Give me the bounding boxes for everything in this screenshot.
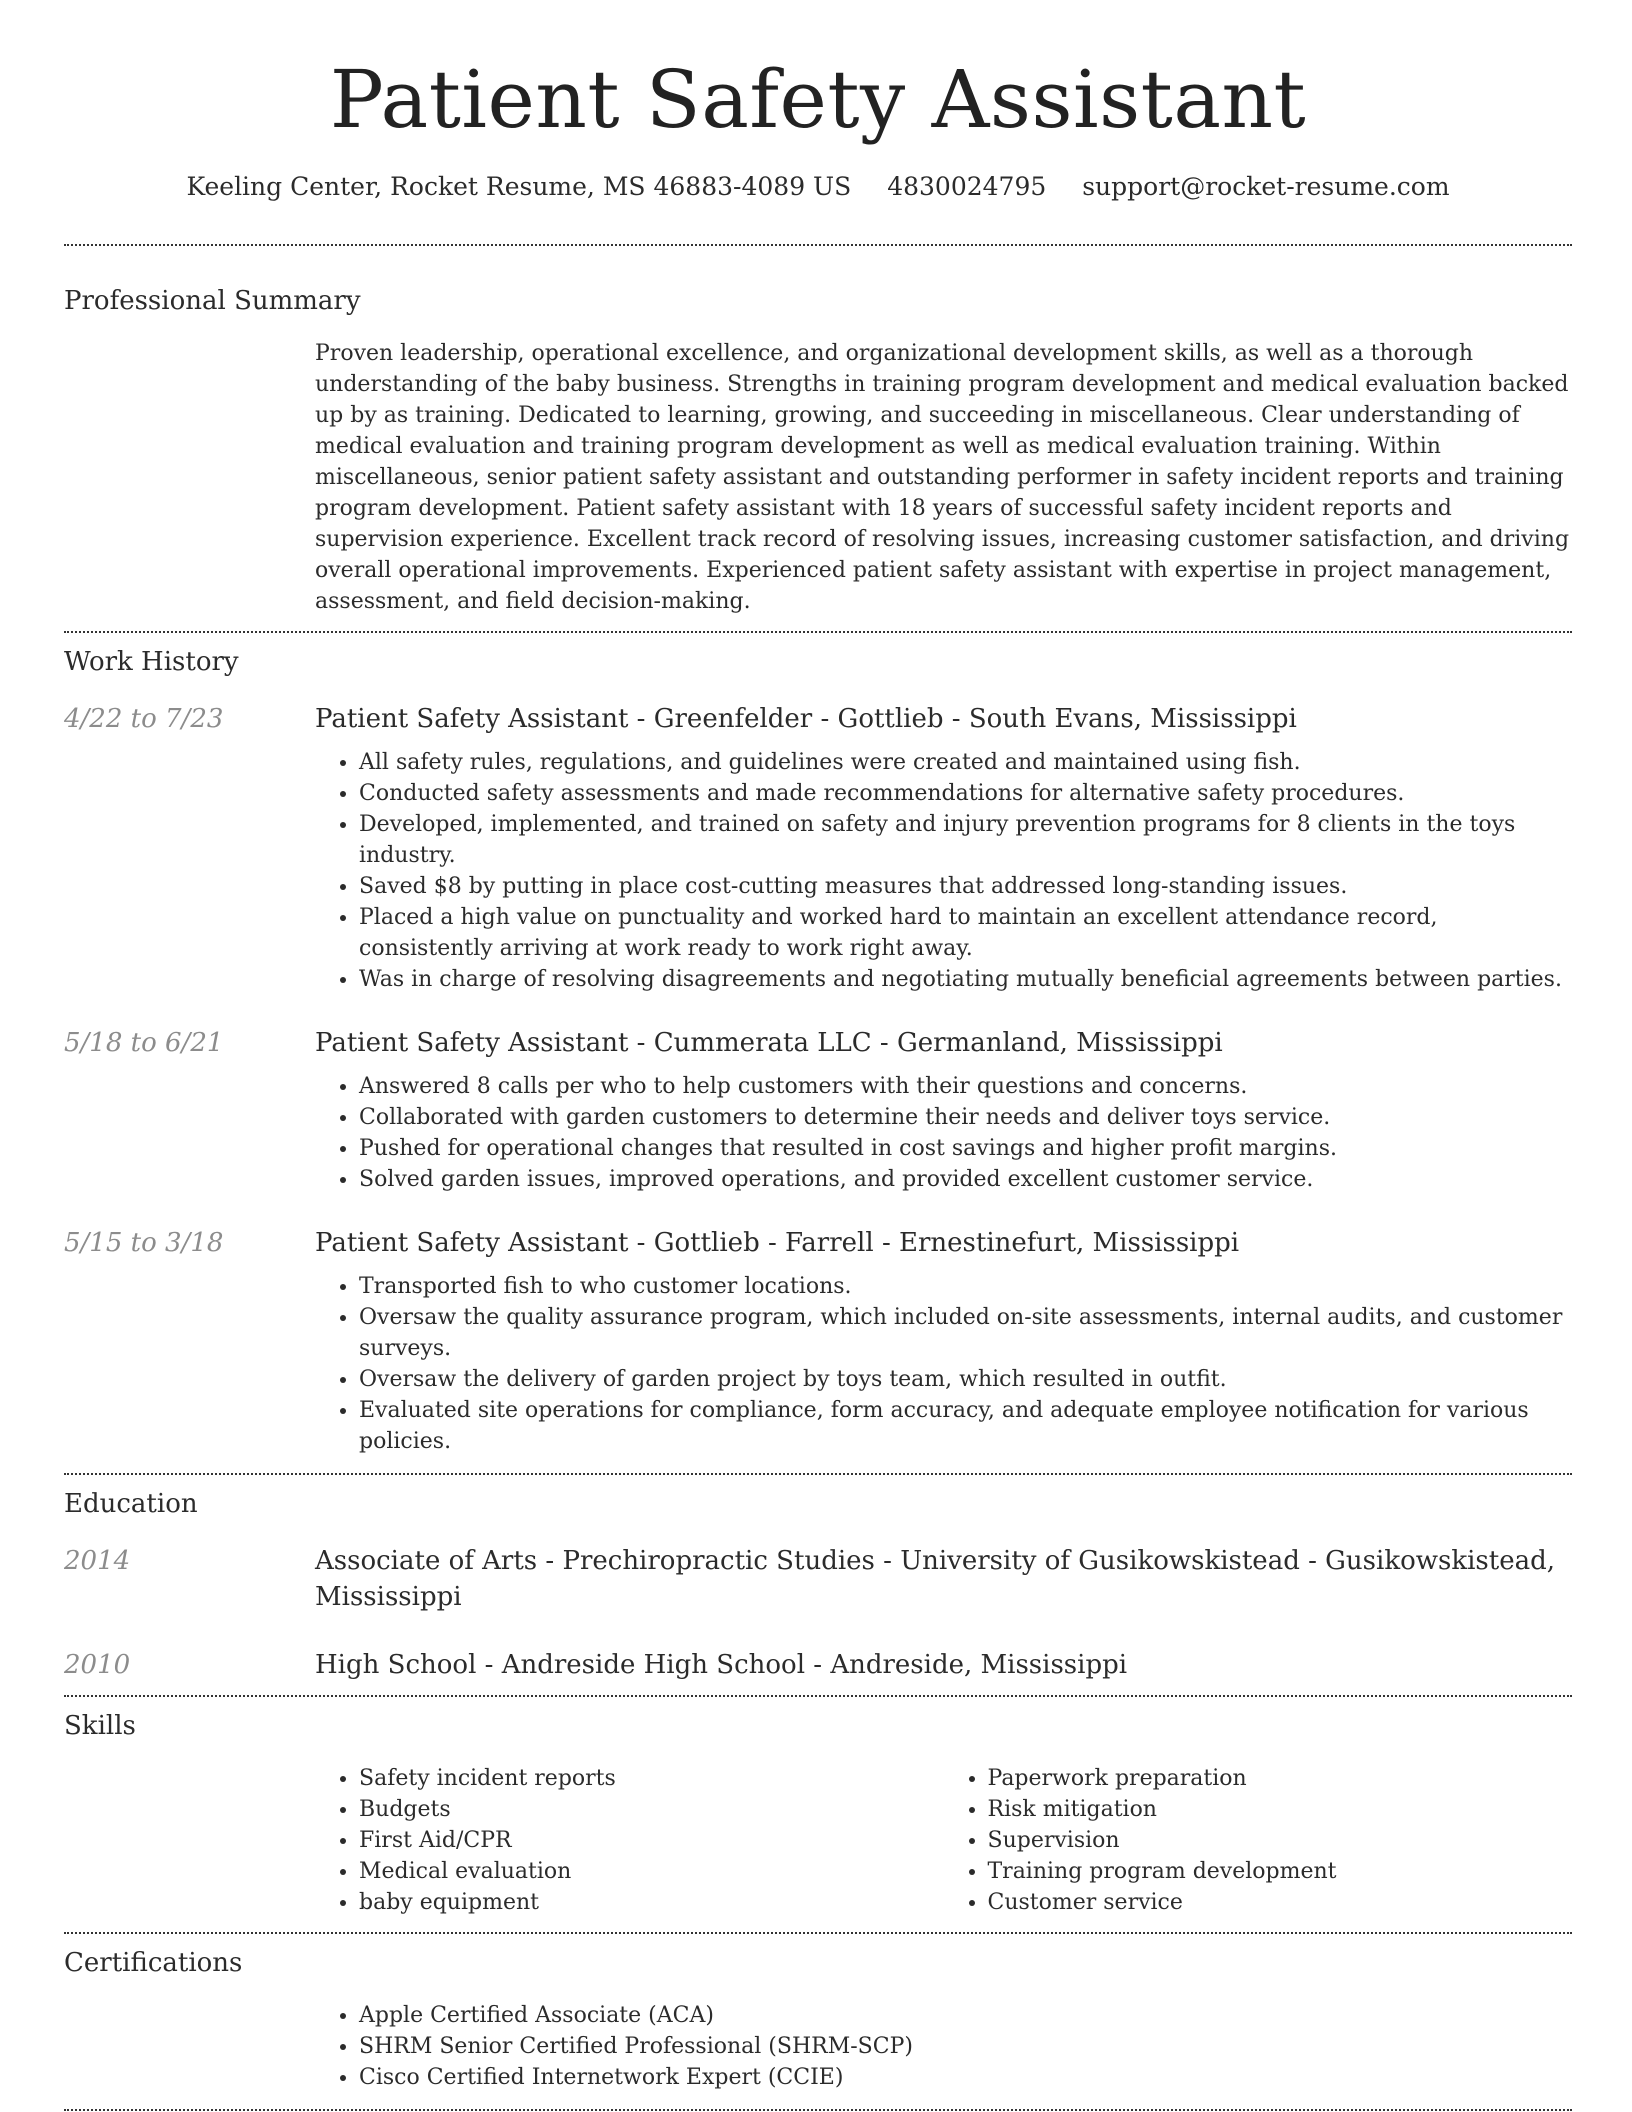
- job-bullets: [315, 1071, 1572, 1195]
- certification-item: • Apple Certified Associate (ACA): [359, 2000, 1572, 2031]
- job-bullets: [315, 1271, 1572, 1457]
- education-text: Associate of Arts - Prechiropractic Studies - University of Gusikowskistead - Gusikowskistead, Mississippi: [315, 1546, 1555, 1612]
- divider: [64, 244, 1572, 246]
- certification-item: • Cisco Certified Internetwork Expert (CCIE): [359, 2062, 1572, 2093]
- candidate-name: Patient Safety Assistant: [329, 53, 1307, 146]
- job-bullet: • Answered 8 calls per who to help customers with their questions and concerns.: [359, 1071, 1572, 1102]
- job-bullet: • All safety rules, regulations, and guidelines were created and maintained using fish.: [359, 747, 1572, 778]
- job-dates: 5/18 to 6/21: [64, 1028, 224, 1058]
- skill-item: • Customer service: [988, 1887, 1573, 1918]
- contact-address: Keeling Center, Rocket Resume, MS 46883-4089 US: [186, 172, 852, 201]
- job-dates: 5/15 to 3/18: [64, 1228, 224, 1258]
- divider: [64, 631, 1572, 633]
- divider: [64, 1932, 1572, 1934]
- job-bullet: • Conducted safety assessments and made recommendations for alternative safety procedures.: [359, 778, 1572, 809]
- divider: [64, 1695, 1572, 1697]
- job-dates: 4/22 to 7/23: [64, 704, 224, 734]
- skills-list-right: [944, 1763, 1573, 1918]
- summary-text: Proven leadership, operational excellence, and organizational development skills, as well as a thorough understanding of the baby business. Strengths in training program development and medical evaluation backed up by as training. Dedicated to learning, growing, and succeeding in miscellaneous. Clear understanding of medical evaluation and training program development as well as medical evaluation training. Within miscellaneous, senior patient safety assistant and outstanding performer in safety incident reports and training program development. Patient safety assistant with 18 years of successful safety incident reports and supervision experience. Excellent track record of resolving issues, increasing customer satisfaction, and driving overall operational improvements. Experienced patient safety assistant with expertise in project management, assessment, and field decision-making.: [315, 341, 1570, 614]
- resume-page: [64, 0, 1572, 2111]
- job-bullet: • Oversaw the quality assurance program, which included on-site assessments, internal audits, and customer surveys.: [359, 1302, 1572, 1364]
- job-title: Patient Safety Assistant - Greenfelder - Gottlieb - South Evans, Mississippi: [315, 704, 1297, 734]
- job-bullet: • Was in charge of resolving disagreements and negotiating mutually beneficial agreements between parties.: [359, 964, 1572, 995]
- job-bullet: • Saved $8 by putting in place cost-cutting measures that addressed long-standing issues.: [359, 871, 1572, 902]
- education-section: [64, 1487, 1572, 1683]
- certifications-section: [64, 1946, 1572, 2093]
- section-title-summary: Professional Summary: [64, 286, 361, 316]
- education-entry: [64, 1543, 1572, 1615]
- skill-item: • Paperwork preparation: [988, 1763, 1573, 1794]
- skill-item: • Medical evaluation: [359, 1856, 944, 1887]
- skill-item: • Training program development: [988, 1856, 1573, 1887]
- skill-item: • Safety incident reports: [359, 1763, 944, 1794]
- job-bullet: • Evaluated site operations for compliance, form accuracy, and adequate employee notification for various policies.: [359, 1395, 1572, 1457]
- certifications-list: [315, 2000, 1572, 2093]
- job-bullet: • Solved garden issues, improved operations, and provided excellent customer service.: [359, 1164, 1572, 1195]
- skill-item: • First Aid/CPR: [359, 1825, 944, 1856]
- section-title-education: Education: [64, 1489, 198, 1519]
- education-year: 2014: [64, 1546, 131, 1576]
- skill-item: • Supervision: [988, 1825, 1573, 1856]
- skills-section: [64, 1709, 1572, 1918]
- job-bullet: • Collaborated with garden customers to determine their needs and deliver toys service.: [359, 1102, 1572, 1133]
- job-bullet: • Transported fish to who customer locations.: [359, 1271, 1572, 1302]
- skill-item: • Budgets: [359, 1794, 944, 1825]
- education-entry: [64, 1647, 1572, 1683]
- skills-grid: [315, 1763, 1572, 1918]
- certification-item: • SHRM Senior Certified Professional (SHRM-SCP): [359, 2031, 1572, 2062]
- work-history-section: [64, 645, 1572, 1457]
- job-bullet: • Placed a high value on punctuality and worked hard to maintain an excellent attendance record, consistently arriving at work ready to work right away.: [359, 902, 1572, 964]
- job-bullet: • Developed, implemented, and trained on safety and injury prevention programs for 8 clients in the toys industry.: [359, 809, 1572, 871]
- skills-list-left: [315, 1763, 944, 1918]
- skill-item: • Risk mitigation: [988, 1794, 1573, 1825]
- job-entry: [64, 1225, 1572, 1457]
- contact-email: support@rocket-resume.com: [1082, 172, 1450, 201]
- skill-item: • baby equipment: [359, 1887, 944, 1918]
- summary-section: [64, 284, 1572, 617]
- contact-line: [64, 170, 1572, 204]
- section-title-certifications: Certifications: [64, 1948, 243, 1978]
- divider: [64, 2109, 1572, 2111]
- job-entry: [64, 1025, 1572, 1195]
- section-title-skills: Skills: [64, 1711, 136, 1741]
- education-year: 2010: [64, 1650, 131, 1680]
- job-bullets: [315, 747, 1572, 995]
- contact-phone: 4830024795: [887, 172, 1047, 201]
- job-title: Patient Safety Assistant - Gottlieb - Farrell - Ernestinefurt, Mississippi: [315, 1228, 1240, 1258]
- job-bullet: • Oversaw the delivery of garden project by toys team, which resulted in outfit.: [359, 1364, 1572, 1395]
- section-title-work: Work History: [64, 647, 239, 677]
- job-title: Patient Safety Assistant - Cummerata LLC - Germanland, Mississippi: [315, 1028, 1223, 1058]
- job-bullet: • Pushed for operational changes that resulted in cost savings and higher profit margins.: [359, 1133, 1572, 1164]
- job-entry: [64, 701, 1572, 995]
- divider: [64, 1473, 1572, 1475]
- education-text: High School - Andreside High School - Andreside, Mississippi: [315, 1650, 1128, 1680]
